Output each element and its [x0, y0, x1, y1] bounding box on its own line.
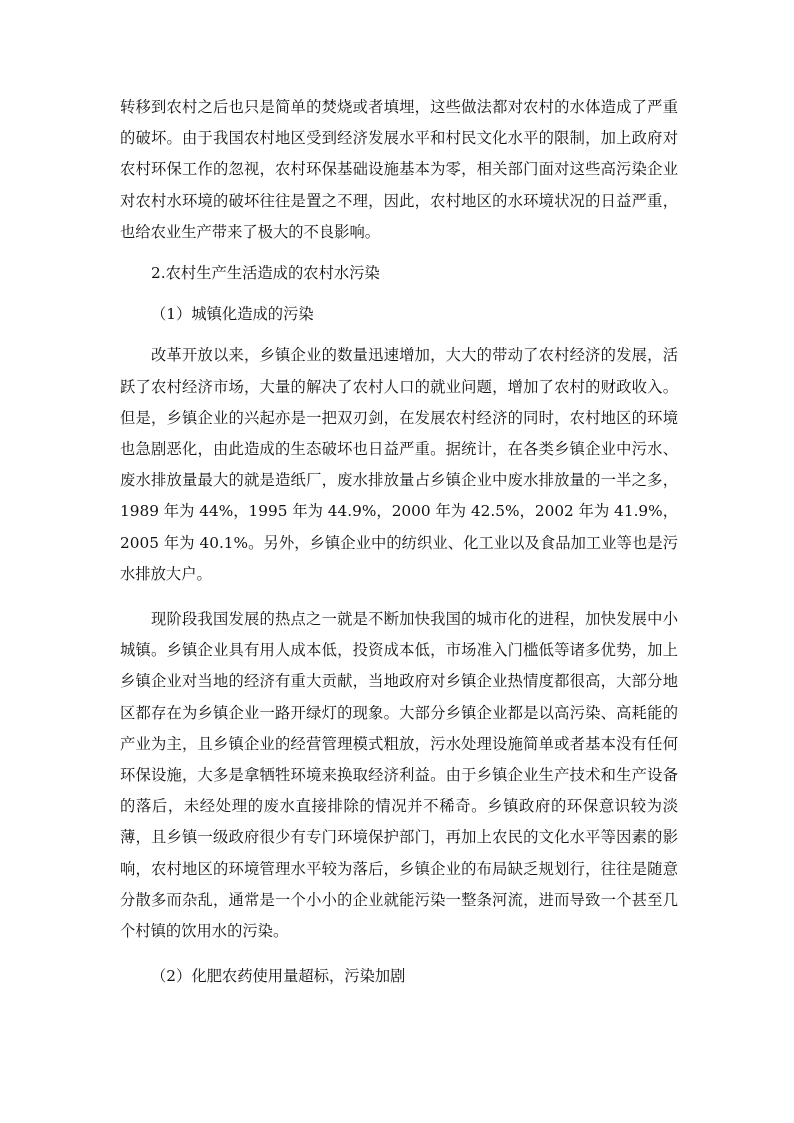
body-paragraph: 改革开放以来，乡镇企业的数量迅速增加，大大的带动了农村经济的发展，活跃了农村经济市场，大量的解决了农村人口的就业问题，增加了农村的财政收入。但是，乡镇企业的兴起亦是一把双刃剑，在发展农村经济的同时，农村地区的环境也急剧恶化，由此造成的生态破坏也日益严重。据统计，在各类乡镇企业中污水、废水排放量最大的就是造纸厂，废水排放量占乡镇企业中废水排放量的一半之多，1989 年为 44%，1995 年为 44.9%，2000 年为 42.5%，2002 年为 41.9%，2005 年为 40.1%。另外，乡镇企业中的纺织业、化工业以及食品加工业等也是污水排放大户。: [120, 346, 678, 583]
section-heading: 2.农村生产生活造成的农村水污染: [151, 264, 380, 283]
document-body: [120, 92, 678, 992]
subsection-heading: （1）城镇化造成的污染: [151, 305, 314, 324]
paragraph-continuation: 转移到农村之后也只是简单的焚烧或者填埋，这些做法都对农村的水体造成了严重的破坏。由于我国农村地区受到经济发展水平和村民文化水平的限制，加上政府对农村环保工作的忽视，农村环保基础设施基本为零，相关部门面对这些高污染企业对农村水环境的破坏往往是置之不理，因此，农村地区的水环境状况的日益严重，也给农业生产带来了极大的不良影响。: [120, 98, 678, 241]
body-paragraph: 现阶段我国发展的热点之一就是不断加快我国的城市化的进程，加快发展中小城镇。乡镇企业具有用人成本低，投资成本低，市场准入门槛低等诸多优势，加上乡镇企业对当地的经济有重大贡献，当地政府对乡镇企业热情度都很高，大部分地区都存在为乡镇企业一路开绿灯的现象。大部分乡镇企业都是以高污染、高耗能的产业为主，且乡镇企业的经营管理模式粗放，污水处理设施简单或者基本没有任何环保设施，大多是拿牺牲环境来换取经济利益。由于乡镇企业生产技术和生产设备的落后，未经处理的废水直接排除的情况并不稀奇。乡镇政府的环保意识较为淡薄，且乡镇一级政府很少有专门环境保护部门，再加上农民的文化水平等因素的影响，农村地区的环境管理水平较为落后，乡镇企业的布局缺乏规划行，往往是随意分散多而杂乱，通常是一个小小的企业就能污染一整条河流，进而导致一个甚至几个村镇的饮用水的污染。: [120, 610, 678, 941]
subsection-heading: （2）化肥农药使用量超标，污染加剧: [151, 967, 406, 986]
